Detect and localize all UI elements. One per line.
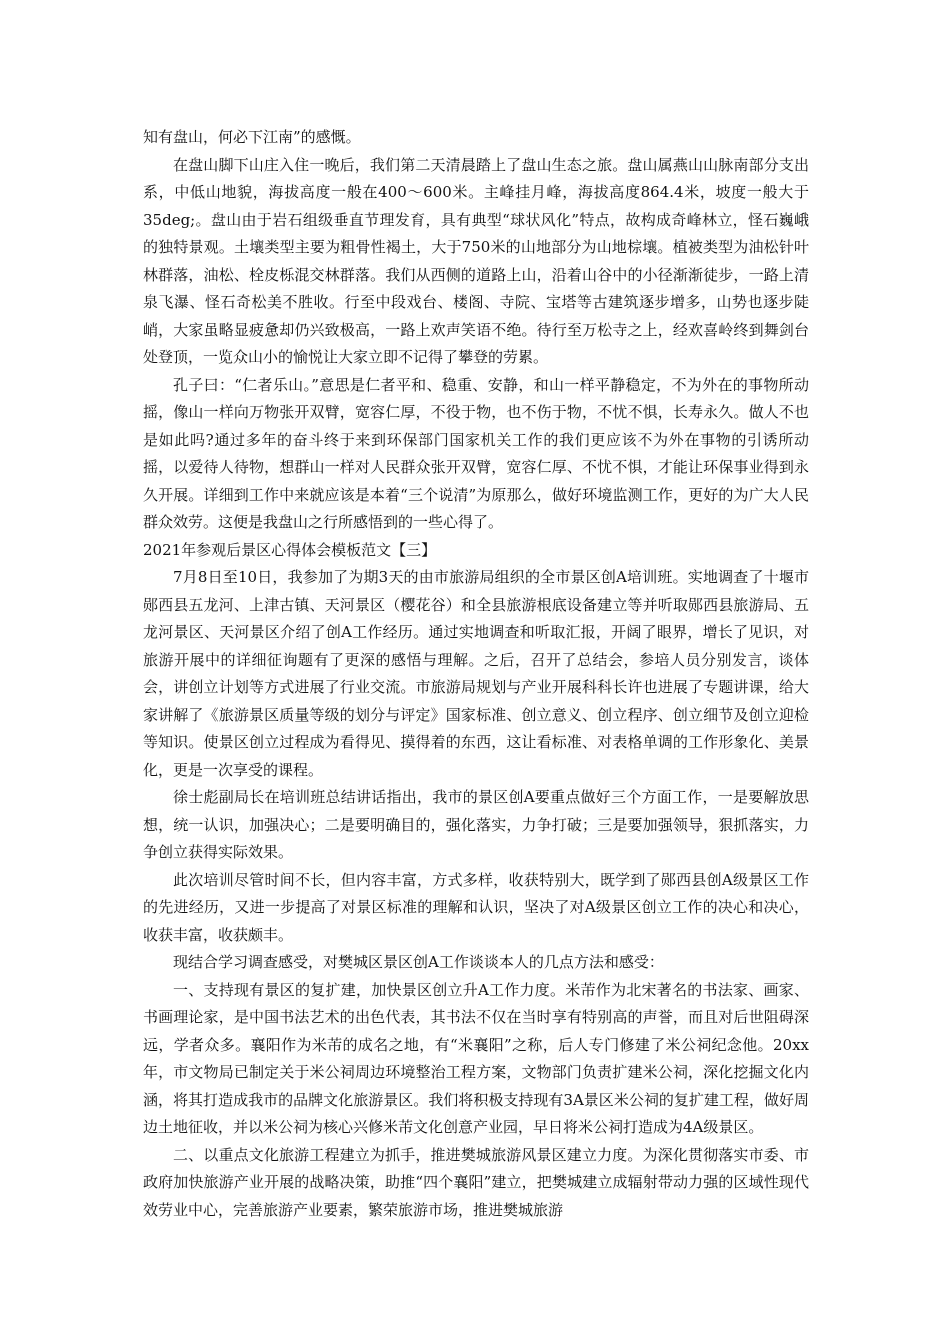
paragraph-summary-speech: 徐士彪副局长在培训班总结讲话指出，我市的景区创A要重点做好三个方面工作，一是要解放思想，统一认识，加强决心；二是要明确目的，强化落实，力争打破；三是要加强领导，狠抓落实，力争创立获得实际效果。 xyxy=(143,788,809,861)
paragraph-harvest: 此次培训尽管时间不长，但内容丰富，方式多样，收获特别大，既学到了郧西县创A级景区工作的先进经历，又进一步提高了对景区标准的理解和认识，坚决了对A级景区创立工作的决心和决心，收获丰富，收获颇丰。 xyxy=(143,870,809,944)
document-page xyxy=(143,124,809,1224)
paragraph-training: 7月8日至10日，我参加了为期3天的由市旅游局组织的全市景区创A培训班。实地调查了十堰市郧西县五龙河、上津古镇、天河景区（樱花谷）和全县旅游根底设备建立等并听取郧西县旅游局、五龙河景区、天河景区介绍了创A工作经历。通过实地调查和听取汇报，开阔了眼界，增长了见识，对旅游开展中的详细征询题有了更深的感悟与理解。之后，召开了总结会，参培人员分别发言，谈体会，讲创立计划等方式进展了行业交流。市旅游局规划与产业开展科科长许也进展了专题讲课，给大家讲解了《旅游景区质量等级的划分与评定》国家标准、创立意义、创立程序、创立细节及创立迎检等知识。使景区创立过程成为看得见、摸得着的东西，这让看标准、对表格单调的工作形象化、美景化，更是一次享受的课程。 xyxy=(143,568,809,779)
paragraph-point-two: 二、以重点文化旅游工程建立为抓手，推进樊城旅游风景区建立力度。为深化贯彻落实市委、市政府加快旅游产业开展的战略决策，助推“四个襄阳”建立，把樊城建立成辐射带动力强的区域性现代效劳业中心，完善旅游产业要素，繁荣旅游市场，推进樊城旅游 xyxy=(143,1145,809,1219)
paragraph-intro-methods: 现结合学习调查感受，对樊城区景区创A工作谈谈本人的几点方法和感受： xyxy=(173,953,664,971)
paragraph-confucius: 孔子曰：“仁者乐山。”意思是仁者平和、稳重、安静，和山一样平静稳定，不为外在的事物所动摇，像山一样向万物张开双臂，宽容仁厚，不役于物，也不伤于物，不忧不惧，长寿永久。做人不也是如此吗?通过多年的奋斗终于来到环保部门国家机关工作的我们更应该不为外在事物的引诱所动摇，以爱待人待物，想群山一样对人民群众张开双臂，宽容仁厚、不忧不惧，才能让环保事业得到永久开展。详细到工作中来就应该是本着“三个说清”为原那么，做好环境监测工作，更好的为广大人民群众效劳。这便是我盘山之行所感悟到的一些心得了。 xyxy=(143,375,809,531)
paragraph-point-one: 一、支持现有景区的复扩建，加快景区创立升A工作力度。米芾作为北宋著名的书法家、画家、书画理论家，是中国书法艺术的出色代表，其书法不仅在当时享有特别高的声誉，而且对后世阻碍深远，学者众多。襄阳作为米芾的成名之地，有“米襄阳”之称，后人专门修建了米公祠纪念他。20xx年，市文物局已制定关于米公祠周边环境整治工程方案，文物部门负责扩建米公祠，深化挖掘文化内涵，将其打造成我市的品牌文化旅游景区。我们将积极支持现有3A景区米公祠的复扩建工程，做好周边土地征收，并以米公祠为核心兴修米芾文化创意产业园，早日将米公祠打造成为4A级景区。 xyxy=(143,980,809,1136)
paragraph-panshan-trip: 在盘山脚下山庄入住一晚后，我们第二天清晨踏上了盘山生态之旅。盘山属燕山山脉南部分支出系，中低山地貌，海拔高度一般在400～600米。主峰挂月峰，海拔高度864.4米，坡度一般大于35deg;。盘山由于岩石组级垂直节理发育，具有典型“球状风化”特点，故构成奇峰林立，怪石巍峨的独特景观。土壤类型主要为粗骨性褐土，大于750米的山地部分为山地棕壤。植被类型为油松针叶林群落，油松、栓皮栎混交林群落。我们从西侧的道路上山，沿着山谷中的小径渐渐徒步，一路上清泉飞瀑、怪石奇松美不胜收。行至中段戏台、楼阁、寺院、宝塔等古建筑逐步增多，山势也逐步陡峭，大家虽略显疲惫却仍兴致极高，一路上欢声笑语不绝。待行至万松寺之上，经欢喜岭终到舞剑台处登顶，一览众山小的愉悦让大家立即不记得了攀登的劳累。 xyxy=(143,155,809,366)
paragraph-continued: 知有盘山，何必下江南”的感慨。 xyxy=(143,128,361,146)
section-heading: 2021年参观后景区心得体会模板范文【三】 xyxy=(143,540,437,559)
